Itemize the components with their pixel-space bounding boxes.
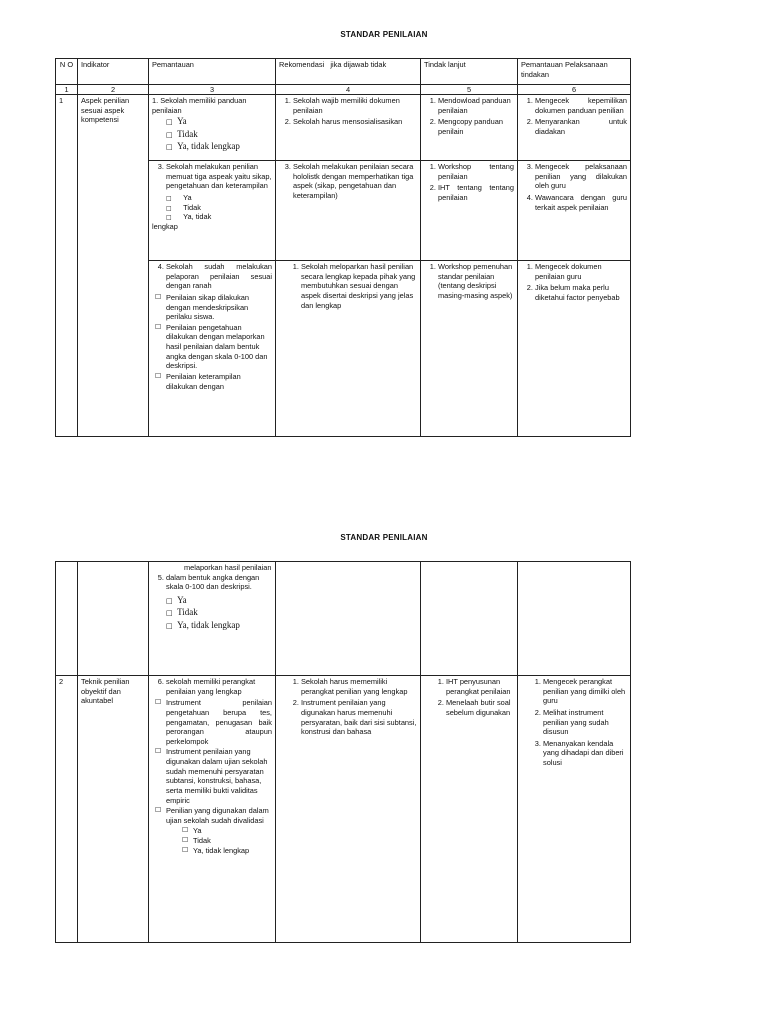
page-title: STANDAR PENILAIAN <box>340 30 428 39</box>
column-number-row <box>56 85 631 95</box>
list-item: 2. Menyarankan untuk diadakan <box>535 117 627 136</box>
list-item: 1. Sekolah wajib memiliki dokumen penilaian <box>293 96 417 115</box>
list-item: 1. IHT penyusunan perangkat penilaian <box>446 677 514 696</box>
list-item: 1. Workshop pemenuhan standar penilaian (tentang deskripsi masing-masing aspek) <box>438 262 514 301</box>
row-number: 2 <box>56 676 78 943</box>
header-row <box>56 59 631 85</box>
option-ya: □ Ya <box>166 193 272 203</box>
option-tidak: □ Tidak <box>166 128 272 140</box>
col-number: 1 <box>56 85 78 95</box>
answer-options <box>152 193 272 222</box>
pemantauan-text: 4. Sekolah sudah melakukan pelaporan penilaian sesuai dengan ranah <box>166 262 272 291</box>
answer-options <box>152 594 272 631</box>
checklist-item: ☐ Penilaian sikap dilakukan dengan mendeskripsikan perilaku siswa. <box>152 293 272 322</box>
option-tail: lengkap <box>152 222 178 232</box>
pemantauan-pelaksanaan-cell <box>518 562 631 676</box>
indikator-cell: Aspek penilian sesuai aspek kompetensi <box>78 95 149 437</box>
list-item: 1. Mengecek perangkat penilian yang dimilki oleh guru <box>543 677 627 706</box>
header-tindak-lanjut: Tindak lanjut <box>421 59 518 85</box>
list-item: 2. Jika belum maka perlu diketahui factor penyebab <box>535 283 627 302</box>
checklist-item: ☐ Instrument penilaian yang digunakan dalam ujian sekolah sudah memenuhi persyaratan subtansi, konstruksi, bahasa, serta memiliki bukti validitas empiric <box>152 747 272 805</box>
tindak-lanjut-cell <box>421 676 518 943</box>
checklist-item: ☐ Penilaian keterampilan dilakukan dengan <box>152 372 272 391</box>
header-rekomendasi: Rekomendasi jika dijawab tidak <box>276 59 421 85</box>
col-number: 4 <box>276 85 421 95</box>
list-item: 1. Mengecek kepemilikan dokumen panduan penilian <box>535 96 627 115</box>
list-item: 3. Menanyakan kendala yang dihadapi dan diberi solusi <box>543 739 627 768</box>
col-number: 2 <box>78 85 149 95</box>
col-number: 3 <box>149 85 276 95</box>
col-number: 5 <box>421 85 518 95</box>
table-row <box>56 95 631 161</box>
tindak-lanjut-cell <box>421 95 518 161</box>
pemantauan-cell <box>149 562 276 676</box>
list-item: 2. Menelaah butir soal sebelum digunakan <box>446 698 514 717</box>
pemantauan-text: 6. sekolah memiliki perangkat penilaian yang lengkap <box>166 677 272 696</box>
checklist-item: ☐ Penilian yang digunakan dalam ujian sekolah sudah divalidasi <box>152 806 272 825</box>
pemantauan-text: 1. Sekolah memiliki panduan penilaian <box>152 96 247 115</box>
list-item: 2. Sekolah harus mensosialisasikan <box>293 117 417 127</box>
header-pemantauan-pelaksanaan: Pemantauan Pelaksanaan tindakan <box>518 59 631 85</box>
answer-options <box>152 115 272 152</box>
rekomendasi-cell <box>276 562 421 676</box>
option-tidak: □ Tidak <box>166 606 272 618</box>
tindak-lanjut-cell <box>421 261 518 437</box>
pemantauan-pelaksanaan-cell <box>518 261 631 437</box>
pemantauan-cell <box>149 261 276 437</box>
header-no: N O <box>56 59 78 85</box>
option-tidak: ☐ Tidak <box>182 836 272 846</box>
list-item: 1. Workshop tentang penilaian <box>438 162 514 181</box>
rekomendasi-cell <box>276 676 421 943</box>
list-item: 3. Mengecek pelaksanaan penilian yang dilakukan oleh guru <box>535 162 627 191</box>
row-number <box>56 562 78 676</box>
list-item: 2. IHT tentang tentang penilaian <box>438 183 514 202</box>
list-item: 3. Sekolah melakukan penilaian secara hololistk dengan memperhatikan tiga aspek (sikap, pengetahuan dan keterampilan) <box>293 162 417 201</box>
option-ya: □ Ya <box>166 594 272 606</box>
list-item: 1. Mengecek dokumen penilaian guru <box>535 262 627 281</box>
col-number: 6 <box>518 85 631 95</box>
list-item: 2. Instrument penilaian yang digunakan harus memenuhi persyaratan, baik dari sisi subtansi, konstrusi dan bahasa <box>301 698 417 737</box>
rekomendasi-cell <box>276 261 421 437</box>
pemantauan-text: 3. Sekolah melakukan penilian memuat tiga aspeak yaitu sikap, pengetahuan dan keterampilan <box>166 162 272 191</box>
list-item: 2. Mengcopy panduan penilain <box>438 117 514 136</box>
list-item: 2. Melihat instrument penilian yang sudah disusun <box>543 708 627 737</box>
tindak-lanjut-cell <box>421 161 518 261</box>
pemantauan-text: 5. dalam bentuk angka dengan skala 0-100 dan deskripsi. <box>166 573 272 592</box>
option-ya-tidak: □ Ya, tidak <box>166 212 272 222</box>
standards-table <box>55 58 631 437</box>
pemantauan-pelaksanaan-cell <box>518 676 631 943</box>
pemantauan-pelaksanaan-cell <box>518 161 631 261</box>
rekomendasi-cell <box>276 95 421 161</box>
checklist-item: ☐ Penilaian pengetahuan dilakukan dengan melaporkan hasil penilaian dalam bentuk angka dengan skala 0-100 dan deskripsi. <box>152 323 272 371</box>
option-ya: ☐ Ya <box>182 826 272 836</box>
pemantauan-cell <box>149 161 276 261</box>
header-pemantauan: Pemantauan <box>149 59 276 85</box>
answer-options <box>152 826 272 855</box>
list-item: 1. Sekolah meloparkan hasil penilian secara lengkap kepada pihak yang membutuhkan sesuai dengan aspek disertai deskripsi yang jelas dan lengkap <box>301 262 417 310</box>
pemantauan-pelaksanaan-cell <box>518 95 631 161</box>
table-row <box>56 676 631 943</box>
indikator-cell <box>78 562 149 676</box>
option-ya-tidak-lengkap: □ Ya, tidak lengkap <box>166 619 272 631</box>
option-tidak: □ Tidak <box>166 203 272 213</box>
header-indikator: Indikator <box>78 59 149 85</box>
table-row <box>56 562 631 676</box>
list-item: 4. Wawancara dengan guru terkait aspek penilaian <box>535 193 627 212</box>
list-item: 1. Sekolah harus mememiliki perangkat penilian yang lengkap <box>301 677 417 696</box>
standards-table-continued <box>55 561 631 943</box>
page-title: STANDAR PENILAIAN <box>340 533 428 542</box>
row-number: 1 <box>56 95 78 437</box>
pemantauan-cell <box>149 95 276 161</box>
checklist <box>152 293 272 391</box>
option-ya-tidak-lengkap: ☐ Ya, tidak lengkap <box>182 846 272 856</box>
tindak-lanjut-cell <box>421 562 518 676</box>
option-ya: □ Ya <box>166 115 272 127</box>
checklist <box>152 698 272 825</box>
continued-text: melaporkan hasil penilaian <box>184 563 272 572</box>
rekomendasi-cell <box>276 161 421 261</box>
list-item: 1. Mendowload panduan penilaian <box>438 96 514 115</box>
pemantauan-cell <box>149 676 276 943</box>
option-ya-tidak-lengkap: □ Ya, tidak lengkap <box>166 140 272 152</box>
indikator-cell: Teknik penilian obyektif dan akuntabel <box>78 676 149 943</box>
checklist-item: ☐ Instrument penilaian pengetahuan berupa tes, pengamatan, penugasan baik perorangan ataupun perkelompok <box>152 698 272 746</box>
